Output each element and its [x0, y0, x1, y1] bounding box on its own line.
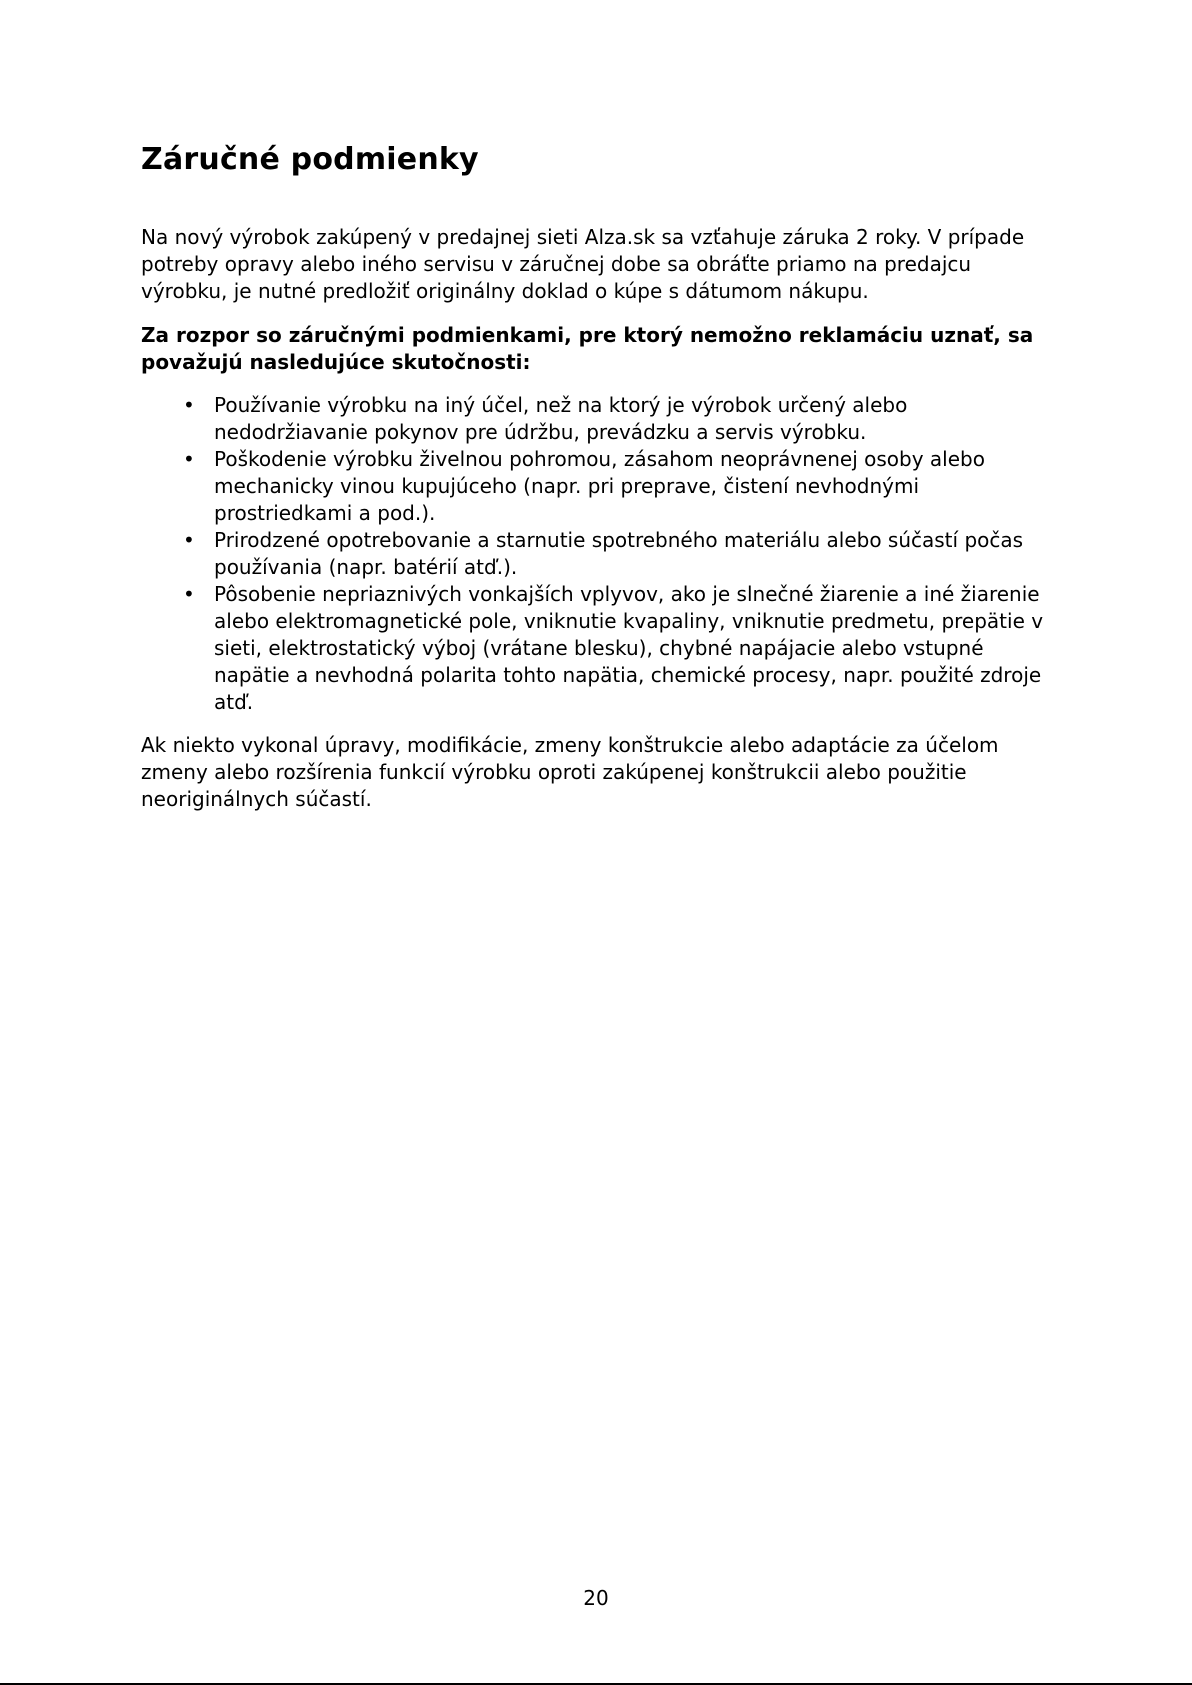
- list-item: [141, 527, 1046, 581]
- exclusion-list: [141, 392, 1046, 716]
- bullet-icon: •: [183, 393, 195, 417]
- page-title: Záručné podmienky: [141, 142, 479, 177]
- intro-paragraph: Na nový výrobok zakúpený v predajnej sieti Alza.sk sa vzťahuje záruka 2 roky. V prípade potreby opravy alebo iného servisu v záručnej dobe sa obráťte priamo na predajcu výrobku, je nutné predložiť originálny doklad o kúpe s dátumom nákupu.: [141, 225, 1025, 303]
- list-item-text: Poškodenie výrobku živelnou pohromou, zásahom neoprávnenej osoby alebo mechanicky vinou kupujúceho (napr. pri preprave, čistení nevhodnými prostriedkami a pod.).: [214, 447, 985, 525]
- page-content: [141, 138, 1046, 813]
- list-item-text: Prirodzené opotrebovanie a starnutie spotrebného materiálu alebo súčastí počas používania (napr. batérií atď.).: [214, 528, 1024, 579]
- list-item: [141, 446, 1046, 527]
- conditions-statement: Za rozpor so záručnými podmienkami, pre ktorý nemožno reklamáciu uznať, sa považujú nasledujúce skutočnosti:: [141, 323, 1034, 374]
- bullet-icon: •: [183, 447, 195, 471]
- bullet-icon: •: [183, 528, 195, 552]
- list-item-text: Používanie výrobku na iný účel, než na ktorý je výrobok určený alebo nedodržiavanie pokynov pre údržbu, prevádzku a servis výrobku.: [214, 393, 908, 444]
- closing-paragraph: Ak niekto vykonal úpravy, modifikácie, zmeny konštrukcie alebo adaptácie za účelom zmeny alebo rozšírenia funkcií výrobku oproti zakúpenej konštrukcii alebo použitie neoriginálnych súčastí.: [141, 733, 999, 811]
- bullet-icon: •: [183, 582, 195, 606]
- list-item: [141, 392, 1046, 446]
- page-number: 20: [583, 1586, 609, 1610]
- list-item-text: Pôsobenie nepriaznivých vonkajších vplyvov, ako je slnečné žiarenie a iné žiarenie alebo elektromagnetické pole, vniknutie kvapaliny, vniknutie predmetu, prepätie v sieti, elektrostatický výboj (vrátane blesku), chybné napájacie alebo vstupné napätie a nevhodná polarita tohto napätia, chemické procesy, napr. použité zdroje atď.: [214, 582, 1044, 714]
- list-item: [141, 581, 1046, 716]
